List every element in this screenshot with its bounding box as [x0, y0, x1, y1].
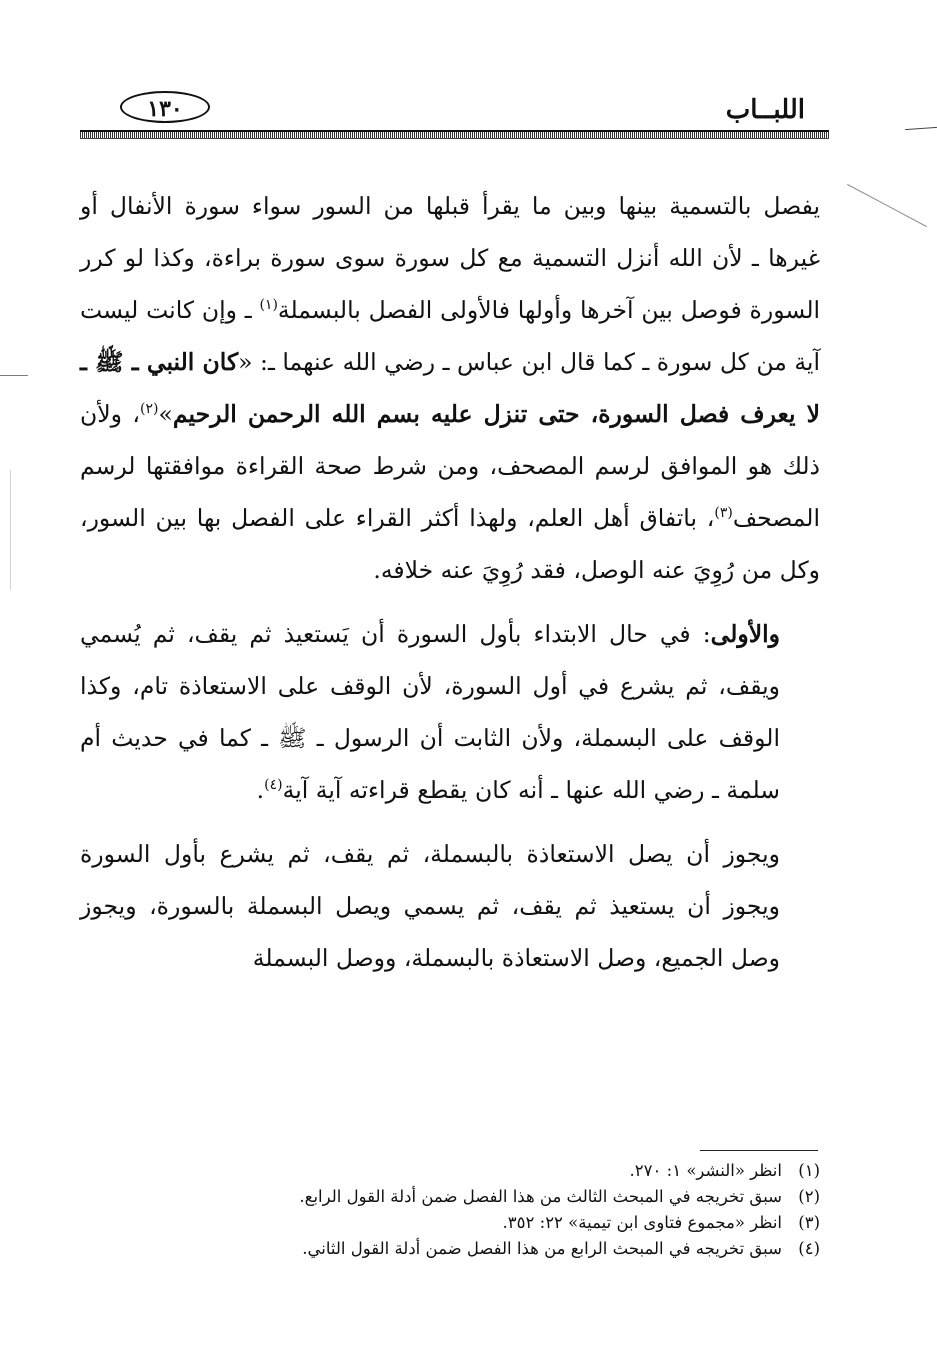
text-run: » [158, 400, 173, 428]
text-run: يفصل بالتسمية بينها وبين ما يقرأ قبلها من السور سواء سورة الأنفال أو غيرها ـ لأن الله أنزل التسمية مع كل سورة سوى سورة براءة، وكذا لو كرر السورة فوصل بين آخرها وأولها فالأولى الفصل بالبسملة [80, 192, 821, 324]
footnote-text: سبق تخريجه في المبحث الثالث من هذا الفصل ضمن أدلة القول الرابع. [299, 1187, 782, 1206]
main-text [80, 180, 820, 984]
footnote [180, 1184, 820, 1210]
text-run: ، باتفاق أهل العلم، ولهذا أكثر القراء على الفصل بها بين السور، وكل من رُوِيَ عنه الوصل، فقد رُوِيَ عنه خلافه. [80, 504, 820, 584]
text-run: ، ولأن ذلك هو الموافق لرسم المصحف، ومن شرط صحة القراءة موافقتها لرسم المصحف [80, 400, 820, 532]
footnote-ref: (١) [259, 297, 278, 314]
paragraph-1 [80, 180, 820, 596]
footnote-number: (٢) [798, 1187, 820, 1206]
header-rule [80, 130, 829, 139]
running-title: اللبــاب [725, 95, 805, 125]
scan-mark [0, 375, 28, 376]
lead-word: والأولى [710, 620, 780, 648]
paragraph-2 [80, 608, 820, 816]
footnote-ref: (٣) [714, 505, 733, 522]
footnote-number: (٤) [798, 1239, 820, 1258]
footnote-text: انظر «مجموع فتاوى ابن تيمية» ٢٢: ٣٥٢. [502, 1213, 782, 1232]
footnote [180, 1158, 820, 1184]
footnote-number: (١) [798, 1161, 820, 1180]
footnote [180, 1236, 820, 1262]
scan-mark [10, 470, 11, 590]
footnote-text: انظر «النشر» ١: ٢٧٠. [629, 1161, 782, 1180]
paragraph-3: ويجوز أن يصل الاستعاذة بالبسملة، ثم يقف، ثم يشرع بأول السورة ويجوز أن يستعيذ ثم يقف، ثم يسمي ويصل البسملة بالسورة، ويجوز وصل الجميع، وصل الاستعاذة بالبسملة، ووصل البسملة [80, 840, 780, 972]
text-run: . [256, 776, 265, 804]
footnotes [180, 1158, 820, 1262]
footnote-ref: (٢) [139, 401, 159, 418]
scan-mark [847, 184, 927, 227]
page-header [80, 85, 825, 137]
footnote-separator [700, 1150, 818, 1151]
footnote [180, 1210, 820, 1236]
footnote-number: (٣) [798, 1213, 820, 1232]
scan-mark [905, 127, 937, 130]
footnote-ref: (٤) [264, 777, 283, 794]
text-run: : في حال الابتداء بأول السورة أن يَستعيذ ثم يقف، ثم يُسمي ويقف، ثم يشرع في أول السورة، لأن الوقف على الاستعاذة تام، وكذا الوقف على البسملة، ولأن الثابت أن الرسول ـ ﷺ ـ كما في حديث أم سلمة ـ رضي الله عنها ـ أنه كان يقطع قراءته آية آية [80, 620, 780, 804]
text-run: ـ وإن كانت ليست آية من كل سورة ـ كما قال ابن عباس ـ رضي الله عنهما ـ: « [80, 296, 820, 376]
page-number: ١٣٠ [120, 91, 210, 123]
footnote-text: سبق تخريجه في المبحث الرابع من هذا الفصل ضمن أدلة القول الثاني. [302, 1239, 782, 1258]
hadith-quote: كان النبي ـ ﷺ ـ لا يعرف فصل السورة، حتى تنزل عليه بسم الله الرحمن الرحيم [80, 348, 820, 428]
